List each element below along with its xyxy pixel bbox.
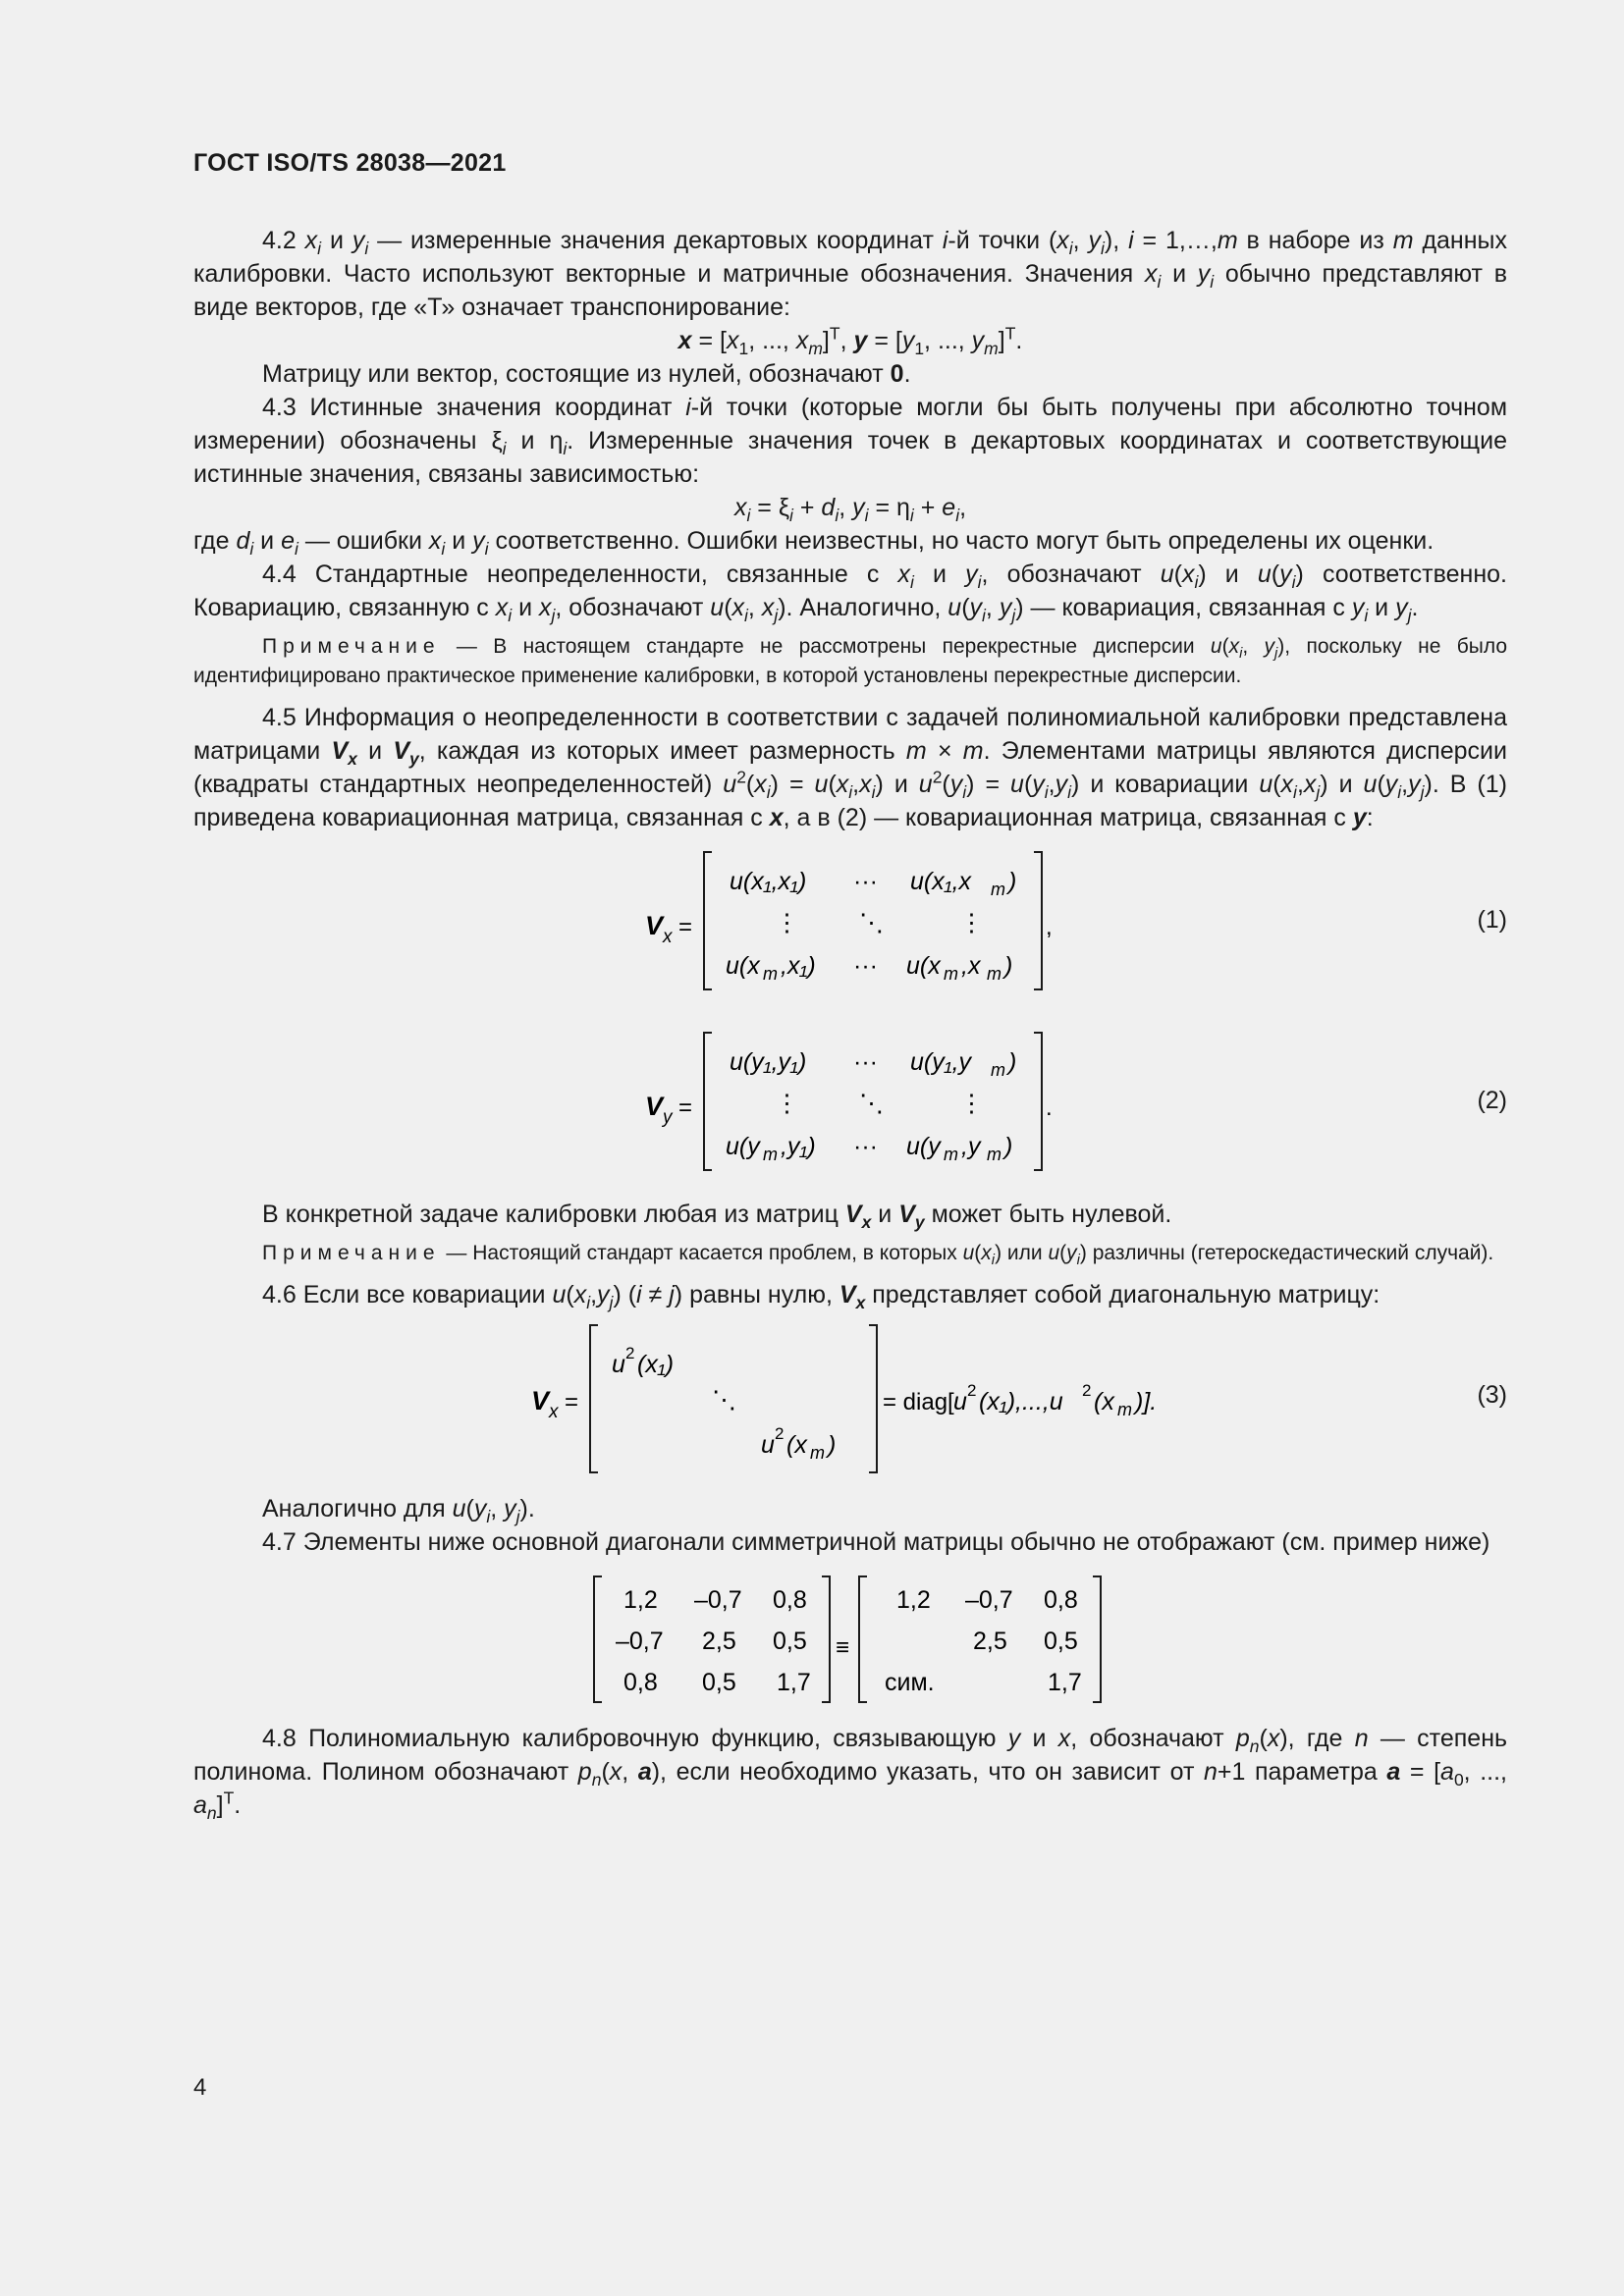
equation-3-number: (3) — [1477, 1381, 1507, 1409]
svg-text:V: V — [645, 911, 664, 940]
svg-text:m: m — [991, 880, 1005, 899]
svg-text:V: V — [645, 1092, 664, 1121]
svg-text:m: m — [991, 1060, 1005, 1080]
paragraph-4-3-cont: где $d_i$ и $e_i$ — ошибки $x_i$ и $y_i$ соответственно. Ошибки неизвестны, но часто могут быть определены их оценки. — [193, 527, 1435, 560]
page-number: 4 — [193, 2074, 207, 2101]
equation-1-number: (1) — [1477, 906, 1507, 934]
svg-text:x: x — [663, 927, 673, 947]
svg-text:V: V — [531, 1386, 550, 1415]
equation-3-svg — [193, 1317, 1507, 1484]
svg-text:=: = — [565, 1389, 579, 1415]
svg-text:≡: ≡ — [836, 1634, 850, 1661]
symmetric-matrix-example — [193, 1565, 1507, 1712]
upper-m-1-1: 2,5 — [973, 1628, 1007, 1655]
equation-1-svg — [193, 840, 1507, 1007]
note-heteroscedastic: Примечание — Настоящий стандарт касается проблем, в которых $u(x_i)$ или $u(y_i)$ различны (гетероскедастический случай). — [262, 1242, 1494, 1269]
paragraph-4-8: 4.8 Полиномиальную калибровочную функцию, связывающую y и x, обозначают $p_n(x)$, где n — степень полинома. Полином обозначают $p_n(x$, a), если необходимо указать, что он зависит от n+1 параметра $a = [a_0$, ..., $a_n]^T$. — [193, 1725, 1508, 1824]
full-m-0-1: –0,7 — [694, 1586, 742, 1614]
svg-text:u(x₁,x₁): u(x₁,x₁) — [730, 868, 807, 895]
full-m-2-2: 1,7 — [777, 1669, 811, 1696]
svg-text:m: m — [763, 1145, 778, 1164]
svg-text:2: 2 — [775, 1424, 785, 1443]
svg-text:,x₁): ,x₁) — [781, 952, 816, 980]
equation-2-number: (2) — [1477, 1087, 1507, 1114]
svg-text:u: u — [761, 1431, 775, 1459]
full-m-1-2: 0,5 — [773, 1628, 807, 1655]
svg-text:2: 2 — [1082, 1381, 1092, 1400]
note-cross-variance: Примечание — В настоящем стандарте не рассмотрены перекрестные дисперсии $u(x_i$, $y_j$), поскольку не было идентифицировано практическое применение калибровки, в которой установлены перекрестные дисперсии. — [193, 635, 1508, 687]
upper-m-0-2: 0,8 — [1044, 1586, 1078, 1614]
svg-text:⋮: ⋮ — [775, 909, 799, 936]
upper-m-0-0: 1,2 — [896, 1586, 931, 1614]
svg-text:u: u — [612, 1351, 625, 1378]
svg-text:,: , — [1046, 914, 1053, 940]
full-m-1-0: –0,7 — [616, 1628, 664, 1655]
upper-m-0-1: –0,7 — [965, 1586, 1013, 1614]
svg-text:,y₁): ,y₁) — [781, 1133, 816, 1160]
svg-text:⋱: ⋱ — [712, 1386, 736, 1414]
full-m-2-1: 0,5 — [702, 1669, 736, 1696]
full-m-0-2: 0,8 — [773, 1586, 807, 1614]
svg-text:(x₁): (x₁) — [637, 1351, 675, 1378]
upper-m-2-0: сим. — [885, 1669, 935, 1696]
analog-note: Аналогично для $u(y_i$, $y_j$). — [262, 1495, 535, 1527]
svg-text:m: m — [987, 1145, 1001, 1164]
svg-text:u: u — [953, 1388, 967, 1415]
svg-text:···: ··· — [853, 1133, 878, 1160]
svg-text:(x: (x — [1094, 1388, 1114, 1415]
svg-text:=: = — [678, 914, 693, 940]
svg-text:2: 2 — [625, 1344, 635, 1362]
svg-text:m: m — [1117, 1400, 1132, 1419]
svg-text:): ) — [1008, 868, 1017, 895]
svg-text:(x₁),...,u: (x₁),...,u — [979, 1388, 1063, 1415]
equation-2-svg — [193, 1021, 1507, 1188]
paragraph-4-5: 4.5 Информация о неопределенности в соответствии с задачей полиномиальной калибровки представлена матрицами $V_x$ и $V_y$, каждая из которых имеет размерность m × m. Элементами матрицы являются дисперсии (квадраты стандартных неопределенностей) $u^2(x_i) = u(x_i,x_i)$ и $u^2(y_i) = u(y_i,y_i)$ и ковариации $u(x_i,x_j)$ и $u(y_i,y_j)$. В (1) приведена ковариационная матрица, связанная с x, а в (2) — ковариационная матрица, связанная с y: — [193, 704, 1507, 831]
svg-text:u(x: u(x — [906, 952, 941, 980]
svg-text:=: = — [678, 1095, 693, 1121]
svg-text:m: m — [810, 1443, 825, 1463]
svg-text:m: m — [944, 1145, 958, 1164]
equation-3 — [193, 1317, 1507, 1484]
paragraph-4-4: 4.4 Стандартные неопределенности, связанные с $x_i$ и $y_i$, обозначают $u(x_i)$ и $u(y_i)$ соответственно. Ковариацию, связанную с $x_i$ и $x_j$, обозначают $u(x_i$, $x_j$). Аналогично, $u(y_i$, $y_j$) — ковариация, связанная с $y_i$ и $y_j$. — [193, 561, 1507, 626]
svg-text:): ) — [828, 1431, 837, 1459]
equation-2 — [193, 1021, 1507, 1188]
paragraph-4-6: 4.6 Если все ковариации $u(x_i,y_j) (i \ne j)$ равны нулю, $V_x$ представляет собой диагональную матрицу: — [262, 1281, 1380, 1313]
svg-text:u(y₁,y: u(y₁,y — [910, 1048, 972, 1076]
equation-1 — [193, 840, 1507, 1007]
full-m-0-0: 1,2 — [623, 1586, 658, 1614]
svg-text:u(y₁,y₁): u(y₁,y₁) — [730, 1048, 807, 1076]
svg-text:u(x₁,x: u(x₁,x — [910, 868, 972, 895]
svg-text:m: m — [987, 964, 1001, 984]
svg-text:x: x — [549, 1402, 559, 1422]
svg-text:m: m — [763, 964, 778, 984]
zero-notation: Матрицу или вектор, состоящие из нулей, обозначают 0. — [262, 360, 911, 388]
svg-text:= diag[: = diag[ — [883, 1389, 954, 1415]
paragraph-4-7: 4.7 Элементы ниже основной диагонали симметричной матрицы обычно не отображают (см. пример ниже) — [262, 1528, 1490, 1556]
svg-text:u(x: u(x — [726, 952, 760, 980]
full-m-2-0: 0,8 — [623, 1669, 658, 1696]
svg-text:u(y: u(y — [726, 1133, 760, 1160]
symmetric-matrix-svg — [193, 1565, 1507, 1712]
document-header: ГОСТ ISO/TS 28038—2021 — [193, 149, 507, 177]
svg-text:,x: ,x — [961, 952, 981, 980]
svg-text:2: 2 — [967, 1381, 977, 1400]
svg-text:⋮: ⋮ — [959, 1090, 984, 1117]
svg-text:u(y: u(y — [906, 1133, 941, 1160]
svg-text:)].: )]. — [1135, 1388, 1158, 1415]
svg-text:): ) — [1004, 952, 1013, 980]
upper-m-2-2: 1,7 — [1048, 1669, 1082, 1696]
svg-text:⋱: ⋱ — [859, 909, 884, 936]
paragraph-4-3: 4.3 Истинные значения координат i-й точки (которые могли бы быть получены при абсолютно точном измерении) обозначены $\xi_i$ и $\eta_i$. Измеренные значения точек в декартовых координатах и соответствующие истинные значения, связаны зависимостью: — [193, 394, 1508, 488]
svg-text:m: m — [944, 964, 958, 984]
formula-x-y-vectors: $x = [x_1$, ..., $x_m]^T$, $y = [y_1$, ..., $y_m]^T$. — [677, 323, 1023, 359]
upper-m-1-2: 0,5 — [1044, 1628, 1078, 1655]
formula-errors: $x_i = \xi_i + d_i$, $y_i = \eta_i + e_i$, — [733, 494, 967, 526]
svg-text:···: ··· — [853, 868, 878, 895]
svg-text:): ) — [1008, 1048, 1017, 1076]
document-body — [193, 224, 1507, 1822]
svg-text:): ) — [1004, 1133, 1013, 1160]
svg-text:y: y — [663, 1107, 673, 1128]
svg-text:···: ··· — [853, 1048, 878, 1076]
svg-text:⋮: ⋮ — [775, 1090, 799, 1117]
svg-text:⋮: ⋮ — [959, 909, 984, 936]
svg-text:⋱: ⋱ — [859, 1090, 884, 1117]
svg-text:(x: (x — [786, 1431, 807, 1459]
zero-matrix-note: В конкретной задаче калибровки любая из матриц $V_x$ и $V_y$ может быть нулевой. — [262, 1201, 1172, 1233]
svg-text:,y: ,y — [961, 1133, 981, 1160]
full-m-1-1: 2,5 — [702, 1628, 736, 1655]
svg-text:···: ··· — [853, 952, 878, 980]
paragraph-4-2: 4.2 $x_i$ и $y_i$ — измеренные значения декартовых координат i-й точки ($x_i$, $y_i$), i = 1,…,m в наборе из m данных калибровки. Часто используют векторные и матричные обозначения. Значения $x_i$ и $y_i$ обычно представляют в виде векторов, где «Т» означает транспонирование: — [193, 227, 1508, 321]
svg-text:.: . — [1046, 1095, 1053, 1121]
